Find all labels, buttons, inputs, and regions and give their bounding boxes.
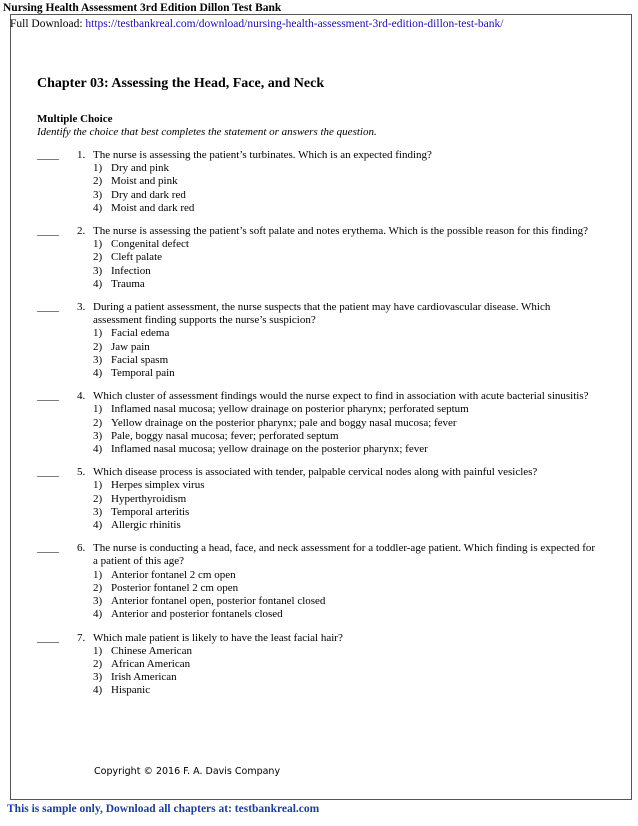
option-text: Pale, boggy nasal mucosa; fever; perforated septum bbox=[111, 429, 339, 442]
option-list bbox=[93, 238, 597, 291]
option-item bbox=[93, 671, 597, 684]
option-number: 2) bbox=[93, 251, 103, 264]
option-number: 1) bbox=[93, 479, 103, 492]
option-list bbox=[93, 327, 597, 380]
option-item bbox=[93, 430, 597, 443]
document-header-title: Nursing Health Assessment 3rd Edition Dillon Test Bank bbox=[3, 2, 282, 14]
answer-blank: ____ bbox=[37, 542, 59, 555]
option-number: 2) bbox=[93, 657, 103, 670]
download-line bbox=[10, 18, 503, 30]
option-number: 1) bbox=[93, 327, 103, 340]
option-item bbox=[93, 175, 597, 188]
option-text: Anterior and posterior fontanels closed bbox=[111, 608, 283, 621]
option-number: 1) bbox=[93, 162, 103, 175]
option-item bbox=[93, 367, 597, 380]
option-text: Moist and dark red bbox=[111, 201, 195, 214]
option-list bbox=[93, 403, 597, 456]
option-item bbox=[93, 608, 597, 621]
question-number: 7. bbox=[77, 631, 86, 644]
option-text: Facial spasm bbox=[111, 353, 169, 366]
question-stem: During a patient assessment, the nurse suspects that the patient may have cardiovascular disease. Which assessment finding supports the nurse’s suspicion? bbox=[93, 301, 551, 327]
option-item bbox=[93, 595, 597, 608]
option-item bbox=[93, 506, 597, 519]
option-number: 3) bbox=[93, 595, 103, 608]
question-5 bbox=[37, 466, 597, 532]
question-stem: The nurse is assessing the patient’s soft palate and notes erythema. Which is the possible reason for this finding? bbox=[93, 225, 588, 238]
option-text: Facial edema bbox=[111, 327, 170, 340]
answer-blank: ____ bbox=[37, 301, 59, 314]
option-item bbox=[93, 327, 597, 340]
option-text: Temporal pain bbox=[111, 367, 175, 380]
answer-blank: ____ bbox=[37, 631, 59, 644]
option-text: Trauma bbox=[111, 277, 145, 290]
option-number: 3) bbox=[93, 353, 103, 366]
option-list bbox=[93, 162, 597, 215]
question-stem: The nurse is conducting a head, face, and neck assessment for a toddler-age patient. Which finding is expected for a patient of this age? bbox=[93, 542, 596, 568]
option-item bbox=[93, 582, 597, 595]
instructions: Identify the choice that best completes the statement or answers the question. bbox=[37, 126, 377, 138]
copyright-footer: Copyright © 2016 F. A. Davis Company bbox=[94, 766, 281, 777]
option-item bbox=[93, 238, 597, 251]
option-item bbox=[93, 519, 597, 532]
option-item bbox=[93, 645, 597, 658]
option-list bbox=[93, 569, 597, 622]
section-heading: Multiple Choice bbox=[37, 113, 113, 125]
option-list bbox=[93, 645, 597, 698]
option-text: Irish American bbox=[111, 671, 177, 684]
option-text: Yellow drainage on the posterior pharynx; pale and boggy nasal mucosa; fever bbox=[111, 416, 457, 429]
option-item bbox=[93, 479, 597, 492]
option-number: 4) bbox=[93, 443, 103, 456]
question-2 bbox=[37, 225, 597, 291]
option-number: 3) bbox=[93, 429, 103, 442]
answer-blank: ____ bbox=[37, 149, 59, 161]
option-number: 4) bbox=[93, 608, 103, 621]
question-number: 6. bbox=[77, 542, 86, 555]
option-text: Anterior fontanel 2 cm open bbox=[111, 568, 236, 581]
option-text: Anterior fontanel open, posterior fontanel closed bbox=[111, 595, 326, 608]
question-stem: Which disease process is associated with tender, palpable cervical nodes along with painful vesicles? bbox=[93, 466, 538, 479]
option-text: Dry and dark red bbox=[111, 188, 186, 201]
option-number: 4) bbox=[93, 277, 103, 290]
option-list bbox=[93, 479, 597, 532]
option-text: Inflamed nasal mucosa; yellow drainage on the posterior pharynx; fever bbox=[111, 443, 428, 456]
question-stem: Which cluster of assessment findings would the nurse expect to find in association with acute bacterial sinusitis? bbox=[93, 390, 589, 403]
option-number: 2) bbox=[93, 492, 103, 505]
question-number: 1. bbox=[77, 149, 86, 161]
option-text: Inflamed nasal mucosa; yellow drainage on posterior pharynx; perforated septum bbox=[111, 403, 469, 416]
option-number: 1) bbox=[93, 644, 103, 657]
option-item bbox=[93, 354, 597, 367]
download-label: Full Download: bbox=[10, 18, 86, 30]
question-stem: The nurse is assessing the patient’s turbinates. Which is an expected finding? bbox=[93, 149, 432, 161]
option-text: Chinese American bbox=[111, 644, 192, 657]
option-text: Temporal arteritis bbox=[111, 505, 190, 518]
option-item bbox=[93, 341, 597, 354]
option-item bbox=[93, 251, 597, 264]
option-number: 4) bbox=[93, 519, 103, 532]
question-3 bbox=[37, 301, 597, 380]
question-1 bbox=[37, 149, 597, 215]
chapter-title: Chapter 03: Assessing the Head, Face, and Neck bbox=[37, 76, 325, 91]
question-7 bbox=[37, 632, 597, 698]
option-item bbox=[93, 189, 597, 202]
option-number: 1) bbox=[93, 238, 103, 251]
option-text: Infection bbox=[111, 264, 151, 277]
option-item bbox=[93, 162, 597, 175]
question-6 bbox=[37, 542, 597, 621]
option-item bbox=[93, 658, 597, 671]
question-list bbox=[37, 149, 597, 708]
question-number: 5. bbox=[77, 466, 86, 479]
option-text: Jaw pain bbox=[111, 340, 150, 353]
option-text: Posterior fontanel 2 cm open bbox=[111, 581, 239, 594]
option-number: 2) bbox=[93, 581, 103, 594]
option-text: Hyperthyroidism bbox=[111, 492, 187, 505]
option-text: Moist and pink bbox=[111, 175, 178, 188]
option-number: 3) bbox=[93, 671, 103, 684]
answer-blank: ____ bbox=[37, 390, 59, 403]
option-text: Hispanic bbox=[111, 684, 151, 697]
option-item bbox=[93, 569, 597, 582]
option-item bbox=[93, 278, 597, 291]
option-number: 3) bbox=[93, 264, 103, 277]
option-number: 1) bbox=[93, 568, 103, 581]
question-number: 2. bbox=[77, 225, 86, 238]
option-text: Allergic rhinitis bbox=[111, 519, 181, 532]
option-text: Cleft palate bbox=[111, 251, 163, 264]
option-number: 3) bbox=[93, 188, 103, 201]
option-number: 2) bbox=[93, 416, 103, 429]
option-number: 4) bbox=[93, 201, 103, 214]
download-link[interactable]: https://testbankreal.com/download/nursing-health-assessment-3rd-edition-dillon-test-bank/ bbox=[85, 18, 504, 30]
question-4 bbox=[37, 390, 597, 456]
option-number: 4) bbox=[93, 684, 103, 697]
answer-blank: ____ bbox=[37, 225, 59, 238]
option-number: 1) bbox=[93, 403, 103, 416]
option-number: 2) bbox=[93, 175, 103, 188]
option-item bbox=[93, 493, 597, 506]
option-item bbox=[93, 265, 597, 278]
option-number: 3) bbox=[93, 505, 103, 518]
option-item bbox=[93, 684, 597, 697]
option-number: 4) bbox=[93, 367, 103, 380]
option-number: 2) bbox=[93, 340, 103, 353]
option-item bbox=[93, 202, 597, 215]
option-text: Dry and pink bbox=[111, 162, 170, 175]
question-number: 4. bbox=[77, 390, 86, 403]
option-text: Herpes simplex virus bbox=[111, 479, 205, 492]
option-item bbox=[93, 403, 597, 416]
sample-notice[interactable]: This is sample only, Download all chapters at: testbankreal.com bbox=[7, 803, 320, 815]
answer-blank: ____ bbox=[37, 466, 59, 479]
option-item bbox=[93, 417, 597, 430]
option-text: Congenital defect bbox=[111, 238, 189, 251]
option-text: African American bbox=[111, 657, 191, 670]
option-item bbox=[93, 443, 597, 456]
question-stem: Which male patient is likely to have the least facial hair? bbox=[93, 631, 343, 644]
question-number: 3. bbox=[77, 301, 86, 314]
